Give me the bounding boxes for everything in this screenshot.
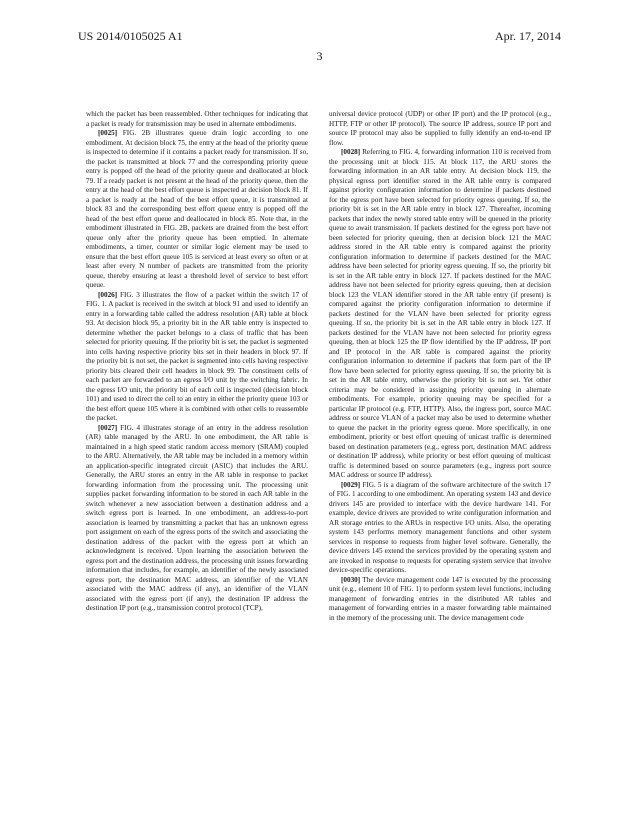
paragraph	[86, 291, 308, 424]
paragraph-text: which the packet has been reassembled. Other techniques for indicating that a packet is ready for transmission may be used in alternate embodiments.	[86, 110, 308, 128]
paragraph-text: FIG. 3 illustrates the flow of a packet within the switch 17 of FIG. 1. A packet is received in the switch at block 91 and used to identify an entry in a forwarding table called the address resolution (AR) table at block 93. At decision block 95, a priority bit in the AR table entry is inspected to determine whether the packet belongs to a class of traffic that has been selected for priority queuing. If the priority bit is set, the packet is segmented into cells having respective priority bits set in their headers in block 97. If the priority bit is not set, the packet is segmented into cells having respective priority bits cleared their cell headers in block 99. The constituent cells of each packet are forwarded to an egress I/O unit by the switching fabric. In the egress I/O unit, the priority bit of each cell is inspected (decision block 101) and used to direct the cell to an entry in either the priority queue 103 or the best effort queue 105 where it is combined with other cells to reassemble the packet.	[86, 290, 308, 422]
left-column	[86, 110, 308, 810]
paragraph	[86, 129, 308, 291]
page-header	[78, 29, 561, 43]
paragraph	[86, 110, 308, 129]
paragraph-text: The device management code 147 is executed by the processing unit (e.g., element 10 of FIG. 1) to perform system level functions, including management of forwarding entries in the distributed AR tables and management of forwarding entries in a master forwarding table maintained in the memory of the processing unit. The device management code	[329, 575, 551, 622]
publication-date: Apr. 17, 2014	[495, 29, 561, 43]
right-column	[329, 110, 551, 810]
paragraph-number: [0026]	[98, 290, 118, 299]
paragraph	[329, 481, 551, 576]
paragraph	[86, 424, 308, 614]
paragraph	[329, 148, 551, 481]
paragraph-text: Referring to FIG. 4, forwarding information 110 is received from the processing unit at block 115. At block 117, the ARU stores the forwarding information in an AR table entry. At decision block 119, the physical egress port identifier stored in the AR table entry is compared against priority configuration information to determine if packets destined for the egress port have been selected for priority egress queuing. If so, the priority bit is set in the AR table entry in block 127. Thereafter, incoming packets that index the newly stored table entry will be queued in the priority queue to await transmission. If packets destined for the egress port have not been selected for priority queuing, then at decision block 121 the MAC address stored in the AR table entry is compared against the priority configuration information to determine if packets destined for the MAC address have been selected for priority egress queuing. If so, the priority bit is set in the AR table entry in block 127. If packets destined for the MAC address have not been selected for priority egress queuing, then at decision block 123 the VLAN identifier stored in the AR table entry (if present) is compared against the priority configuration information to determine if packets destined for the VLAN have been selected for priority egress queuing. If so, the priority bit is set in the AR table entry in block 127. If packets destined for the VLAN have not been selected for priority egress queuing, then at block 125 the IP flow identified by the IP address, IP port and IP protocol in the AR table is compared against the priority configuration information to determine if packets that form part of the IP flow have been selected for priority egress queuing. If so, the priority bit is set in the AR table entry, otherwise the priority bit is not set. Yet other criteria may be considered in assigning priority queuing in alternate embodiments. For example, priority queuing may be specified for a particular IP protocol (e.g. FTP, HTTP). Also, the ingress port, source MAC address or source VLAN of a packet may also be used to determine whether to queue the packet in the priority egress queue. More specifically, in one embodiment, priority or best effort queuing of unicast traffic is determined based on destination parameters (e.g., egress port, destination MAC address or destination IP address), while priority or best effort queuing of multicast traffic is determined based on source parameters (e.g., ingress port source MAC address or source IP address).	[329, 148, 551, 479]
paragraph	[329, 110, 551, 148]
paragraph-number: [0028]	[341, 148, 361, 156]
paragraph-number: [0030]	[341, 575, 361, 584]
paragraph-text: FIG. 2B illustrates queue drain logic according to one embodiment. At decision block 75, the entry at the head of the priority queue is inspected to determine if it contains a packet ready for transmission. If so, the packet is transmitted at block 77 and the corresponding priority queue entry is popped off the head of the priority queue and deallocated at block 79. If a ready packet is not present at the head of the priority queue, then the entry at the head of the best effort queue is inspected at decision block 81. If a packet is ready at the head of the best effort queue, it is transmitted at block 83 and the corresponding best effort queue entry is popped off the head of the best effort queue and deallocated in block 85. Note that, in the embodiment illustrated in FIG. 2B, packets are drained from the best effort queue only after the priority queue has been emptied. In alternate embodiments, a timer, counter or similar logic element may be used to ensure that the best effort queue 105 is serviced at least every so often or at least after every N number of packets are transmitted from the priority queue, thereby ensuring at least a threshold level of service to best effort queue.	[86, 129, 308, 289]
paragraph-text: universal device protocol (UDP) or other IP port) and the IP protocol (e.g., HTTP, FTP or other IP protocol). The source IP address, source IP port and source IP protocol may also be supplied to fully identify an end-to-end IP flow.	[329, 110, 551, 147]
paragraph-number: [0029]	[341, 480, 361, 489]
paragraph-text: FIG. 4 illustrates storage of an entry in the address resolution (AR) table managed by the ARU. In one embodiment, the AR table is maintained in a high speed static random access memory (SRAM) coupled to the ARU. Alternatively, the AR table may be included in a memory within an application-specific integrated circuit (ASIC) that includes the ARU. Generally, the ARU stores an entry in the AR table in response to packet forwarding information from the processing unit. The processing unit supplies packet forwarding information to be stored in each AR table in the switch whenever a new association between a destination address and a switch egress port is learned. In one embodiment, an address-to-port association is learned by transmitting a packet that has an unknown egress port assignment on each of the egress ports of the switch and associating the destination address of the packet with the egress port at which an acknowledgment is received. Upon learning the association between the egress port and the destination address, the processing unit issues forwarding information that includes, for example, an identifier of the newly associated egress port, the destination MAC address, an identifier of the VLAN associated with the MAC address (if any), an identifier of the VLAN associated with the egress port (if any), the destination IP address the destination IP port (e.g., transmission control protocol (TCP),	[86, 423, 308, 612]
paragraph	[329, 576, 551, 624]
paragraph-text: FIG. 5 is a diagram of the software architecture of the switch 17 of FIG. 1 according to one embodiment. An operating system 143 and device drivers 145 are provided to interface with the device hardware 141. For example, device drivers are provided to write configuration information and AR storage entries to the ARUs in respective I/O units. Also, the operating system 143 performs memory management functions and other system services in response to requests from higher level software. Generally, the device drivers 145 extend the services provided by the operating system and are invoked in response to requests for operating system service that involve device-specific operations.	[329, 480, 551, 574]
publication-number: US 2014/0105025 A1	[78, 29, 183, 43]
page-number: 3	[316, 49, 323, 63]
paragraph-number: [0027]	[98, 423, 118, 432]
paragraph-number: [0025]	[98, 129, 118, 137]
